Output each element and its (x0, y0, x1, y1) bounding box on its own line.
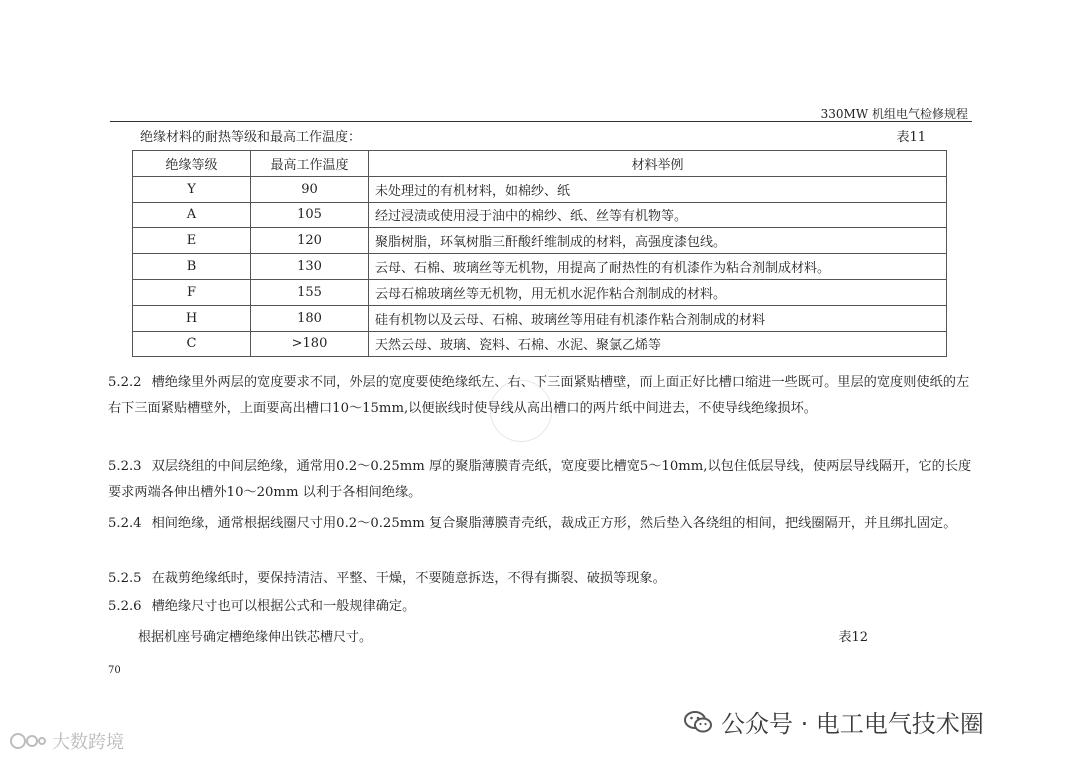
paragraph-5-2-3 (108, 454, 974, 506)
grade-cell: H (133, 305, 251, 331)
section-number: 5.2.6 (108, 599, 142, 614)
grade-cell: Y (133, 176, 251, 202)
insulation-table (132, 150, 947, 357)
temperature-cell: 105 (251, 202, 369, 228)
section-number: 5.2.2 (108, 375, 142, 390)
page-number: 70 (108, 665, 121, 676)
grade-cell: A (133, 202, 251, 228)
table-number: 表11 (896, 130, 926, 145)
section-number: 5.2.4 (108, 516, 142, 531)
table-number: 表12 (838, 630, 868, 645)
table-row (133, 331, 947, 357)
watermark-left (8, 728, 124, 754)
paragraph-5-2-6 (108, 594, 974, 620)
caption-text: 绝缘材料的耐热等级和最高工作温度： (140, 130, 362, 145)
paragraph-text: 双层绕组的中间层绝缘，通常用0.2～0.25mm 厚的聚脂薄膜青壳纸，宽度要比槽宽5～10mm,以包住低层导线，使两层导线隔开，它的长度要求两端各伸出槽外10～20mm 以利于各相间绝缘。 (108, 459, 972, 500)
watermark-left-text: 大数跨境 (52, 732, 124, 753)
table-row (133, 254, 947, 280)
paragraph-5-2-2 (108, 370, 974, 422)
section-number: 5.2.5 (108, 571, 142, 586)
grade-cell: F (133, 279, 251, 305)
grade-cell: C (133, 331, 251, 357)
header-title: 330MW 机组电气检修规程 (820, 107, 968, 121)
temperature-cell: 130 (251, 254, 369, 280)
material-cell: 未处理过的有机材料，如棉纱、纸 (369, 176, 947, 202)
material-cell: 云母石棉玻璃丝等无机物，用无机水泥作粘合剂制成的材料。 (369, 279, 947, 305)
watermark-right-text: 公众号 · 电工电气技术圈 (721, 710, 984, 738)
column-header: 最高工作温度 (251, 151, 369, 177)
paragraph-text: 槽绝缘尺寸也可以根据公式和一般规律确定。 (151, 599, 416, 614)
material-cell: 天然云母、玻璃、瓷料、石棉、水泥、聚氯乙烯等 (369, 331, 947, 357)
caption-text: 根据机座号确定槽绝缘伸出铁芯槽尺寸。 (138, 630, 373, 645)
table12-caption (138, 626, 868, 645)
material-cell: 云母、石棉、玻璃丝等无机物，用提高了耐热性的有机漆作为粘合剂制成材料。 (369, 254, 947, 280)
paragraph-text: 槽绝缘里外两层的宽度要求不同，外层的宽度要使绝缘纸左、右、下三面紧贴槽壁，而上面正好比槽口缩进一些既可。里层的宽度则使纸的左右下三面紧贴槽壁外，上面要高出槽口10～15mm,以便嵌线时使导线从高出槽口的两片纸中间进去，不使导线绝缘损坏。 (108, 375, 970, 416)
paragraph-5-2-5 (108, 566, 974, 592)
paragraph-5-2-4 (108, 511, 974, 537)
grade-cell: E (133, 228, 251, 254)
column-header: 材料举例 (369, 151, 947, 177)
temperature-cell: 120 (251, 228, 369, 254)
section-number: 5.2.3 (108, 459, 142, 474)
column-header: 绝缘等级 (133, 151, 251, 177)
temperature-cell: 155 (251, 279, 369, 305)
wechat-icon (683, 709, 713, 735)
table-row (133, 228, 947, 254)
material-cell: 硅有机物以及云母、石棉、玻璃丝等用硅有机漆作粘合剂制成的材料 (369, 305, 947, 331)
table-row (133, 202, 947, 228)
temperature-cell: 90 (251, 176, 369, 202)
paragraph-text: 在裁剪绝缘纸时，要保持清洁、平整、干燥，不要随意拆迭，不得有撕裂、破损等现象。 (151, 571, 666, 586)
table-row (133, 176, 947, 202)
brand-logo-icon (8, 730, 48, 752)
temperature-cell: >180 (251, 331, 369, 357)
page-header (110, 104, 972, 122)
table-header-row (133, 151, 947, 177)
material-cell: 聚脂树脂，环氧树脂三酐酸纤维制成的材料，高强度漆包线。 (369, 228, 947, 254)
table-row (133, 279, 947, 305)
grade-cell: B (133, 254, 251, 280)
paragraph-text: 相间绝缘，通常根据线圈尺寸用0.2～0.25mm 复合聚脂薄膜青壳纸，裁成正方形，然后垫入各绕组的相间，把线圈隔开，并且绑扎固定。 (151, 516, 957, 531)
table-row (133, 305, 947, 331)
watermark-right (683, 704, 984, 739)
material-cell: 经过浸渍或使用浸于油中的棉纱、纸、丝等有机物等。 (369, 202, 947, 228)
temperature-cell: 180 (251, 305, 369, 331)
